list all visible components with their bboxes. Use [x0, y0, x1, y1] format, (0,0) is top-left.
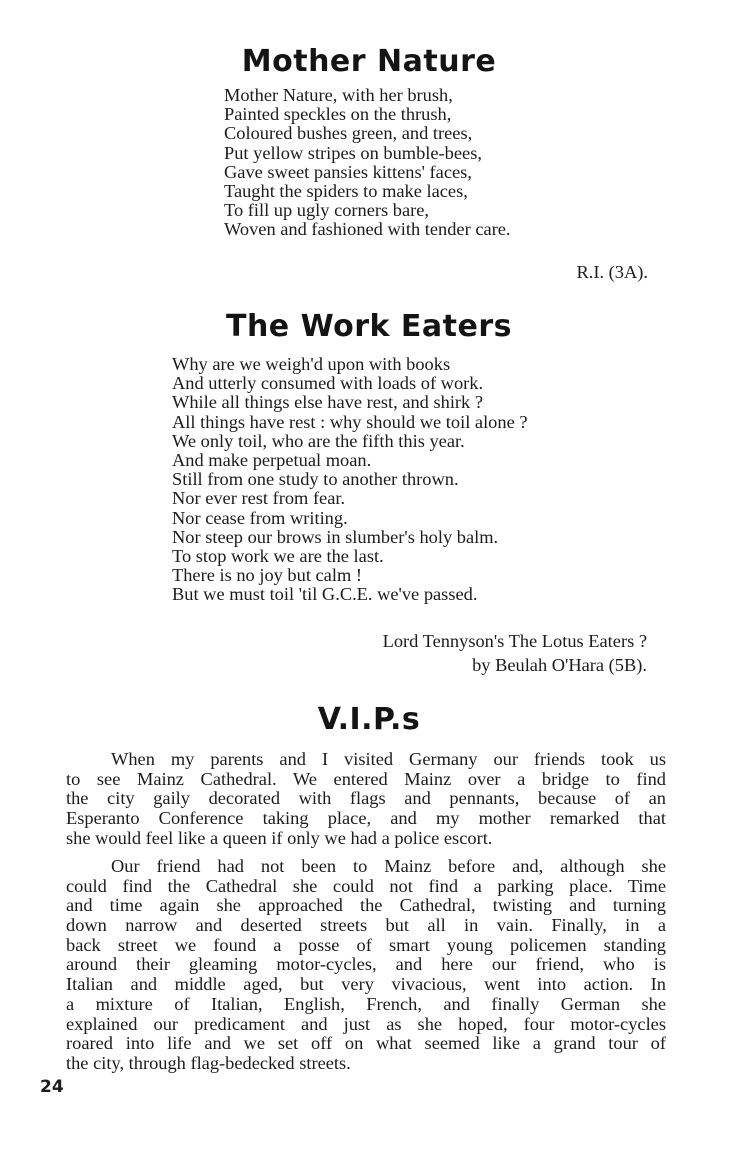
- verse-line: Woven and fashioned with tender care.: [224, 219, 511, 240]
- prose-line: [66, 770, 666, 790]
- verse-line: Nor cease from writing.: [172, 507, 348, 528]
- prose-line: [66, 995, 666, 1015]
- poem-work-eaters-note: Lord Tennyson's The Lotus Eaters ?: [382, 631, 647, 651]
- verse-line: Why are we weigh'd upon with books: [172, 354, 451, 374]
- prose-line: [66, 829, 666, 849]
- prose-line-text: and time again she approached the Cathedral, twisting and turning: [66, 895, 666, 916]
- prose-line-text: she would feel like a queen if only we had a police escort.: [66, 827, 493, 848]
- prose-line-text: Esperanto Conference taking place, and my mother remarked that: [66, 808, 666, 829]
- page-number: 24: [40, 1077, 64, 1097]
- prose-line: [66, 877, 666, 897]
- prose-line: [66, 936, 666, 956]
- verse-line: Taught the spiders to make laces,: [224, 181, 468, 202]
- verse-line: Coloured bushes green, and trees,: [224, 123, 473, 144]
- prose-line-text: to see Mainz Cathedral. We entered Mainz over a bridge to find: [66, 768, 666, 789]
- prose-line-text: When my parents and I visited Germany our friends took us: [111, 749, 666, 769]
- prose-line-text: roared into life and we set off on what seemed like a grand tour of: [66, 1033, 666, 1054]
- verse-line: And make perpetual moan.: [172, 450, 372, 471]
- verse-line: And utterly consumed with loads of work.: [172, 373, 484, 394]
- prose-line: [66, 857, 666, 877]
- article-paragraph-1: [66, 750, 666, 848]
- verse-line: Put yellow stripes on bumble-bees,: [224, 142, 482, 163]
- prose-line: [66, 1054, 666, 1074]
- prose-line: [66, 1034, 666, 1054]
- verse-line: Painted speckles on the thrush,: [224, 104, 452, 125]
- verse-line: To stop work we are the last.: [172, 546, 384, 567]
- verse-line: There is no joy but calm !: [172, 565, 362, 586]
- prose-line: [66, 750, 666, 770]
- poem-work-eaters-body: [172, 355, 528, 605]
- poem-mother-nature-attribution: R.I. (3A).: [576, 262, 648, 282]
- poem-mother-nature-body: [224, 86, 511, 240]
- verse-line: All things have rest : why should we toil alone ?: [172, 411, 528, 432]
- poem-title-mother-nature: Mother Nature: [241, 44, 497, 79]
- verse-line: Still from one study to another thrown.: [172, 469, 459, 490]
- prose-line-text: down narrow and deserted streets but all in vain. Finally, in a: [66, 915, 666, 936]
- verse-line: While all things else have rest, and shirk ?: [172, 392, 484, 413]
- prose-line-text: the city gaily decorated with flags and pennants, because of an: [66, 788, 666, 809]
- prose-line: [66, 1015, 666, 1035]
- verse-line: We only toil, who are the fifth this year.: [172, 430, 465, 451]
- prose-line-text: back street we found a posse of smart young policemen standing: [66, 934, 666, 955]
- poem-work-eaters-attribution: by Beulah O'Hara (5B).: [472, 655, 647, 675]
- verse-line: To fill up ugly corners bare,: [224, 200, 430, 221]
- prose-line: [66, 955, 666, 975]
- verse-line: Mother Nature, with her brush,: [224, 85, 453, 105]
- prose-line-text: a mixture of Italian, English, French, and finally German she: [66, 993, 666, 1014]
- poem-title-work-eaters: The Work Eaters: [225, 309, 512, 344]
- prose-line-text: Italian and middle aged, but very vivacious, went into action. In: [66, 974, 666, 995]
- verse-line: But we must toil 'til G.C.E. we've passed.: [172, 584, 478, 605]
- verse-line: Gave sweet pansies kittens' faces,: [224, 161, 472, 182]
- prose-line-text: could find the Cathedral she could not find a parking place. Time: [66, 875, 666, 896]
- prose-line: [66, 916, 666, 936]
- verse-line: Nor steep our brows in slumber's holy balm.: [172, 526, 499, 547]
- prose-line: [66, 975, 666, 995]
- prose-line-text: around their gleaming motor-cycles, and here our friend, who is: [66, 954, 666, 975]
- article-title-vips: V.I.P.s: [317, 702, 421, 737]
- prose-line: [66, 809, 666, 829]
- prose-line-text: the city, through flag-bedecked streets.: [66, 1052, 351, 1073]
- prose-line: [66, 789, 666, 809]
- article-paragraph-2: [66, 857, 666, 1074]
- prose-line-text: explained our predicament and just as she hoped, four motor-cycles: [66, 1013, 666, 1034]
- prose-line-text: Our friend had not been to Mainz before and, although she: [111, 856, 666, 876]
- verse-line: Nor ever rest from fear.: [172, 488, 346, 509]
- prose-line: [66, 896, 666, 916]
